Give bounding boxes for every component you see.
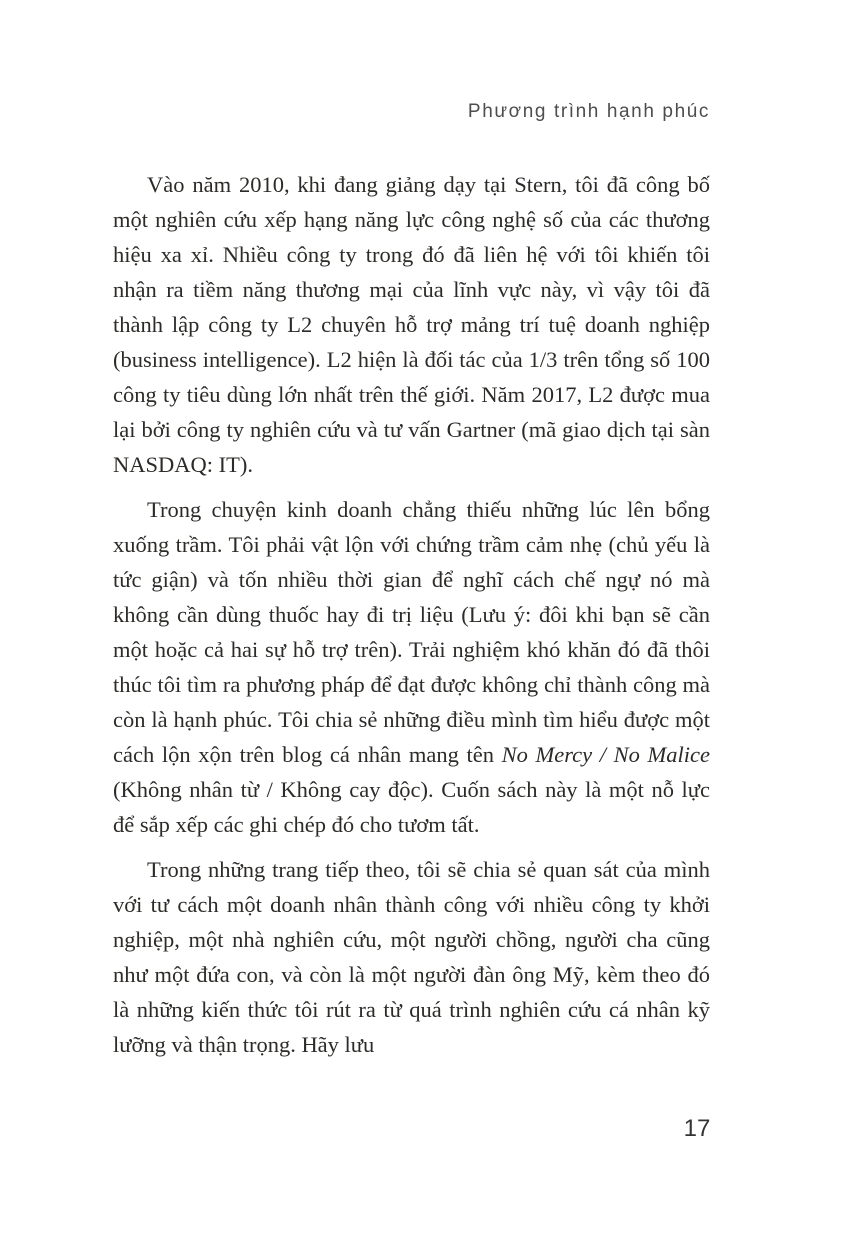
text-run: Vào năm 2010, khi đang giảng dạy tại Stern, tôi đã công bố một nghiên cứu xếp hạng năng lực công nghệ số của các thương hiệu xa xỉ. Nhiều công ty trong đó đã liên hệ với tôi khiến tôi nhận ra tiềm năng thương mại của lĩnh vực này, vì vậy tôi đã thành lập công ty L2 chuyên hỗ trợ mảng trí tuệ doanh nghiệp (business intelligence). L2 hiện là đối tác của 1/3 trên tổng số 100 công ty tiêu dùng lớn nhất trên thế giới. Năm 2017, L2 được mua lại bởi công ty nghiên cứu và tư vấn Gartner (mã giao dịch tại sàn NASDAQ: IT). xyxy=(113,172,710,477)
running-header: Phương trình hạnh phúc xyxy=(467,101,710,122)
paragraph xyxy=(113,852,710,1062)
paragraph xyxy=(113,167,710,482)
italic-text-run: No Mercy / No Malice xyxy=(501,742,710,767)
text-run: Trong những trang tiếp theo, tôi sẽ chia sẻ quan sát của mình với tư cách một doanh nhân thành công với nhiều công ty khởi nghiệp, một nhà nghiên cứu, một người chồng, người cha cũng như một đứa con, và còn là một người đàn ông Mỹ, kèm theo đó là những kiến thức tôi rút ra từ quá trình nghiên cứu cá nhân kỹ lưỡng và thận trọng. Hãy lưu xyxy=(113,857,710,1057)
body-text xyxy=(113,167,710,1072)
text-run: Trong chuyện kinh doanh chẳng thiếu những lúc lên bổng xuống trầm. Tôi phải vật lộn với chứng trầm cảm nhẹ (chủ yếu là tức giận) và tốn nhiều thời gian để nghĩ cách chế ngự nó mà không cần dùng thuốc hay đi trị liệu (Lưu ý: đôi khi bạn sẽ cần một hoặc cả hai sự hỗ trợ trên). Trải nghiệm khó khăn đó đã thôi thúc tôi tìm ra phương pháp để đạt được không chỉ thành công mà còn là hạnh phúc. Tôi chia sẻ những điều mình tìm hiểu được một cách lộn xộn trên blog cá nhân mang tên xyxy=(113,497,710,767)
page-number: 17 xyxy=(683,1115,711,1142)
paragraph xyxy=(113,492,710,842)
text-run: (Không nhân từ / Không cay độc). Cuốn sách này là một nỗ lực để sắp xếp các ghi chép đó cho tươm tất. xyxy=(113,777,710,837)
